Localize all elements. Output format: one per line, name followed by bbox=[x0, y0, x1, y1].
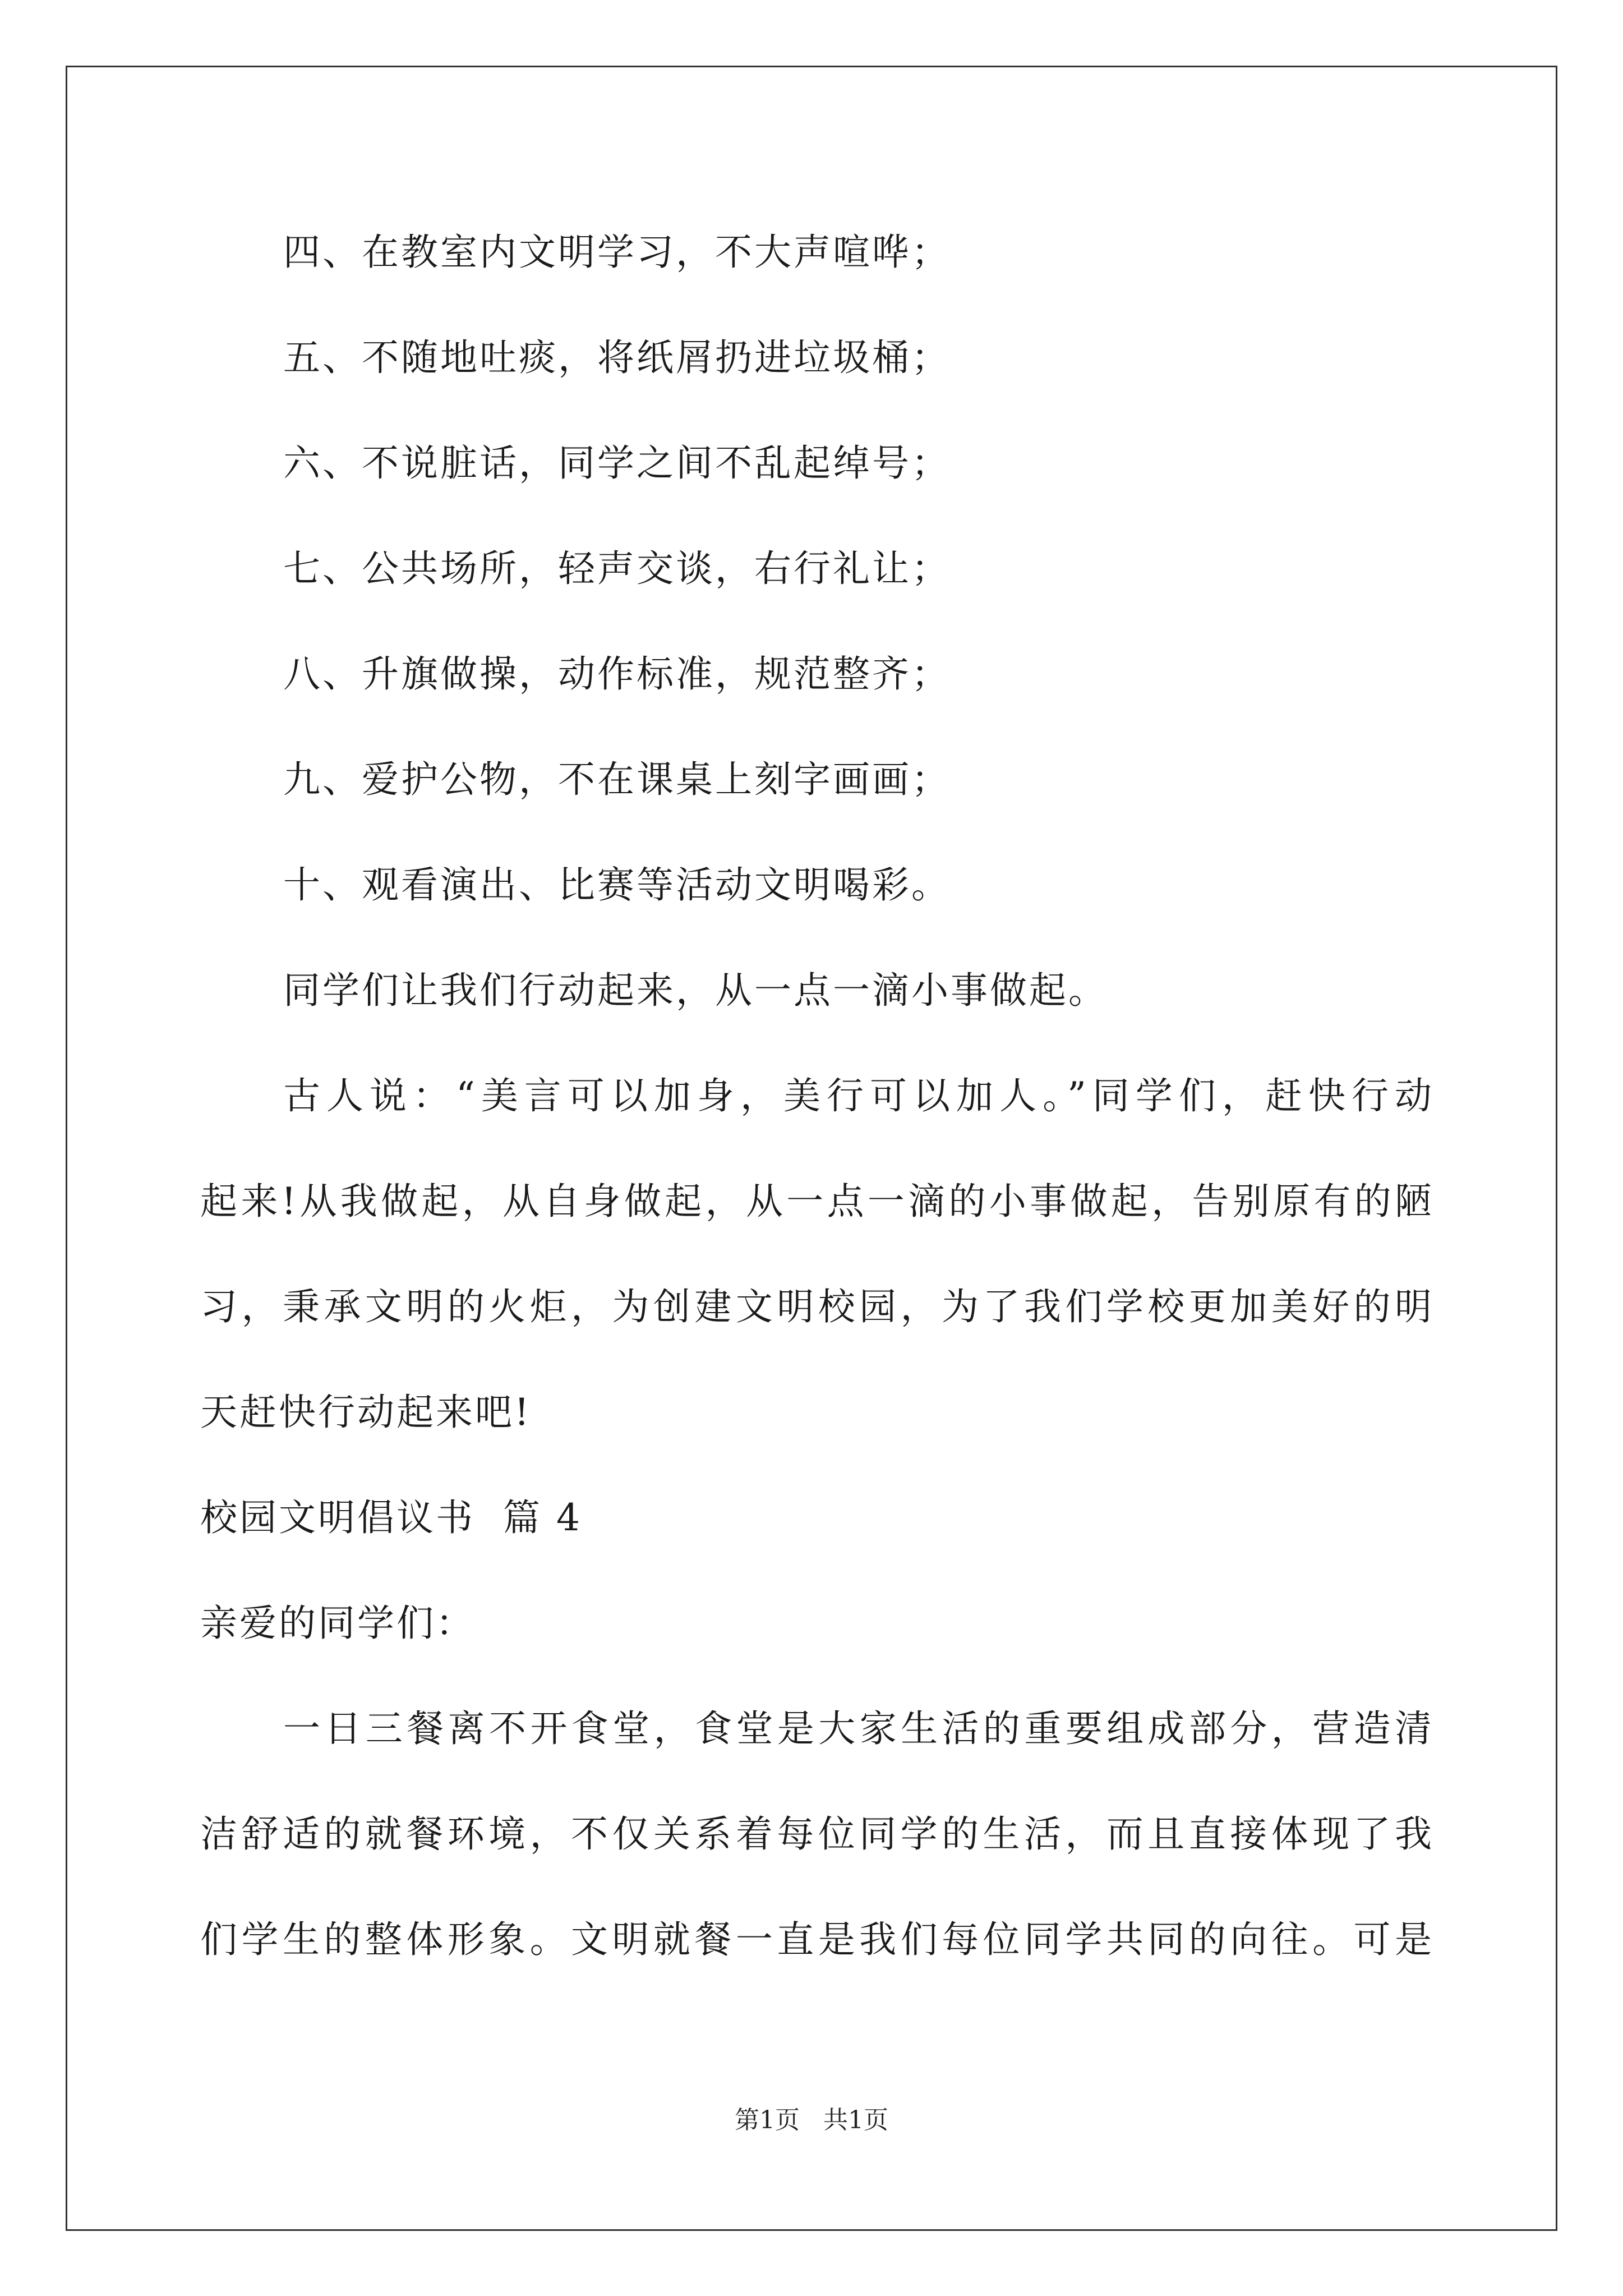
paragraph-quote-line-2: 起来!从我做起，从自身做起，从一点一滴的小事做起，告别原有的陋 bbox=[200, 1180, 1434, 1223]
paragraph-canteen-line-2: 洁舒适的就餐环境，不仅关系着每位同学的生活，而且直接体现了我 bbox=[200, 1812, 1434, 1856]
section-heading: 校园文明倡议书 篇 4 bbox=[200, 1496, 582, 1539]
rule-item-10: 十、观看演出、比赛等活动文明喝彩。 bbox=[283, 863, 951, 907]
rule-item-6: 六、不说脏话，同学之间不乱起绰号； bbox=[283, 441, 951, 485]
rule-item-4: 四、在教室内文明学习，不大声喧哗； bbox=[283, 231, 951, 274]
page-border bbox=[66, 66, 1557, 2231]
rule-item-8: 八、升旗做操，动作标准，规范整齐； bbox=[283, 652, 951, 696]
rule-item-5: 五、不随地吐痰，将纸屑扔进垃圾桶； bbox=[283, 336, 951, 379]
page-number: 第1页 共1页 bbox=[735, 2106, 888, 2134]
salutation: 亲爱的同学们： bbox=[200, 1602, 475, 1645]
paragraph-canteen-line-3: 们学生的整体形象。文明就餐一直是我们每位同学共同的向往。可是 bbox=[200, 1918, 1434, 1961]
paragraph-quote-line-4: 天赶快行动起来吧! bbox=[200, 1391, 532, 1434]
rule-item-9: 九、爱护公物，不在课桌上刻字画画； bbox=[283, 758, 951, 801]
paragraph-canteen-line-1: 一日三餐离不开食堂，食堂是大家生活的重要组成部分，营造清 bbox=[283, 1707, 1434, 1750]
rule-item-7: 七、公共场所，轻声交谈，右行礼让； bbox=[283, 547, 951, 590]
paragraph-call-to-action: 同学们让我们行动起来，从一点一滴小事做起。 bbox=[283, 969, 1108, 1012]
paragraph-quote-line-1: 古人说：“美言可以加身，美行可以加人。”同学们，赶快行动 bbox=[283, 1074, 1434, 1117]
paragraph-quote-line-3: 习，秉承文明的火炬，为创建文明校园，为了我们学校更加美好的明 bbox=[200, 1285, 1434, 1328]
